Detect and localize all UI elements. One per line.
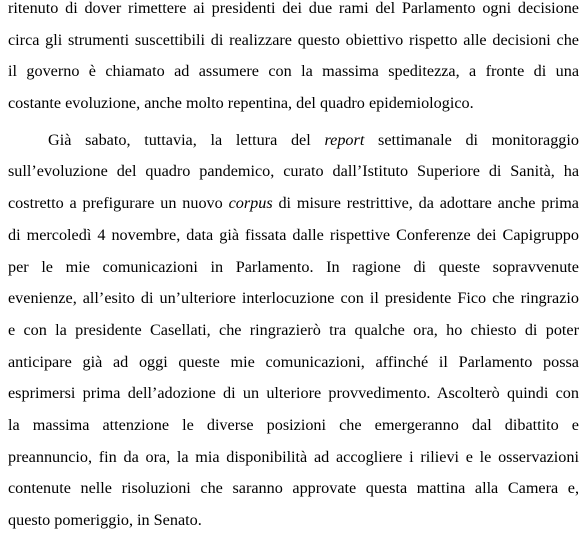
text-line: questo pomeriggio, in Senato.	[8, 511, 202, 529]
text-line: per le mie comunicazioni in Parlamento. In ragione di queste sopravvenute	[8, 257, 579, 276]
text-line: sull’evoluzione del quadro pandemico, curato dall’Istituto Superiore di Sanità, ha	[8, 162, 579, 181]
text-line: e con la presidente Casellati, che ringrazierò tra qualche ora, ho chiesto di poter	[8, 320, 579, 339]
text-line	[8, 125, 579, 157]
text-segment: settimanale di monitoraggio	[364, 130, 579, 149]
text-segment: costretto a prefigurare un nuovo	[8, 194, 229, 213]
italic-term-report: report	[324, 130, 365, 149]
text-line: circa gli strumenti suscettibili di realizzare questo obiettivo rispetto alle decisioni che	[8, 30, 579, 49]
text-line: evenienze, all’esito di un’ulteriore interlocuzione con il presidente Fico che ringrazio	[8, 289, 579, 308]
text-line: esprimersi prima dell’adozione di un ulteriore provvedimento. Ascolterò quindi con	[8, 384, 579, 403]
text-line: il governo è chiamato ad assumere con la massima speditezza, a fronte di una	[8, 62, 579, 81]
italic-term-corpus: corpus	[228, 194, 273, 213]
text-line: anticipare già ad oggi queste mie comunicazioni, affinché il Parlamento possa	[8, 352, 579, 371]
text-line: preannuncio, fin da ora, la mia disponibilità ad accogliere i rilievi e le osservazioni	[8, 447, 579, 466]
text-line: costante evoluzione, anche molto repentina, del quadro epidemiologico.	[8, 94, 474, 113]
text-line	[8, 188, 579, 220]
text-segment: di misure restrittive, da adottare anche prima	[272, 194, 579, 213]
text-line: ritenuto di dover rimettere ai presidenti dei due rami del Parlamento ogni decisione	[8, 0, 579, 17]
text-line: contenute nelle risoluzioni che saranno approvate questa mattina alla Camera e,	[8, 479, 579, 498]
paragraph-2	[8, 125, 579, 537]
text-line: di mercoledì 4 novembre, data già fissata dalle rispettive Conferenze dei Capigruppo	[8, 225, 579, 244]
text-line: la massima attenzione le diverse posizioni che emergeranno dal dibattito e	[8, 415, 579, 434]
paragraph-1	[8, 0, 579, 120]
text-segment: Già sabato, tuttavia, la lettura del	[48, 130, 325, 149]
